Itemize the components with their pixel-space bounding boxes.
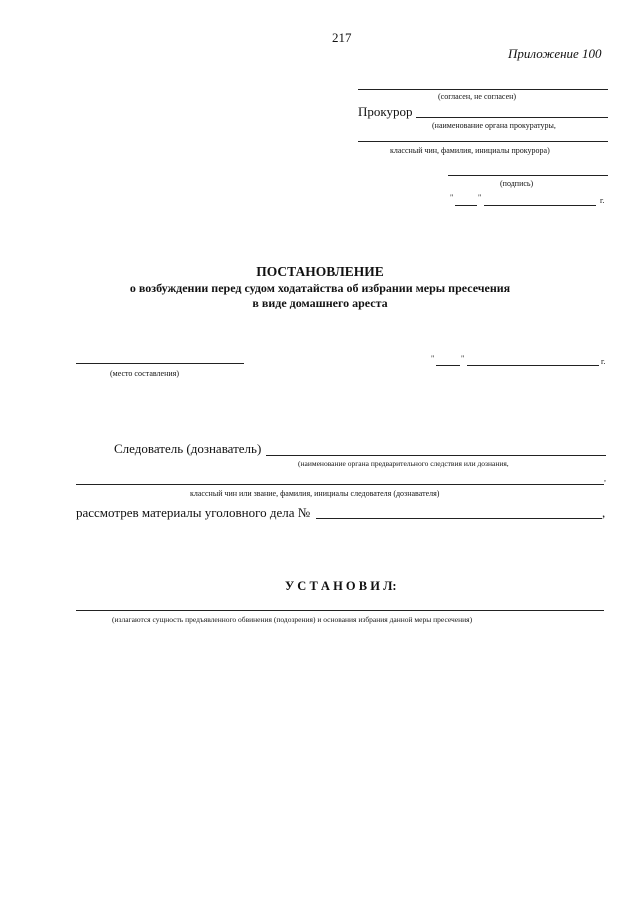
document-subtitle-line1: о возбуждении перед судом ходатайства об избрании меры пресечения	[129, 281, 511, 295]
approval-date-day-line	[455, 205, 477, 206]
investigator-label: Следователь (дознаватель)	[114, 441, 262, 456]
agree-line	[358, 89, 608, 90]
investigator-org-caption: (наименование органа предварительного следствия или дознания,	[298, 459, 509, 468]
place-line	[76, 363, 244, 364]
agree-caption: (согласен, не согласен)	[438, 92, 517, 101]
approval-date-quote-close: "	[478, 193, 482, 202]
prosecutor-org-caption: (наименование органа прокуратуры,	[432, 121, 556, 130]
date-quote-close: "	[461, 354, 465, 363]
established-caption: (излагаются сущность предъявленного обвинения (подозрения) и основания избрания данной меры пресечения)	[112, 615, 473, 624]
prosecutor-line	[416, 117, 608, 118]
page-number: 217	[332, 30, 352, 45]
prosecutor-label: Прокурор	[358, 104, 413, 119]
place-caption: (место составления)	[110, 369, 179, 378]
appendix-label: Приложение 100	[508, 46, 602, 61]
prosecutor-rank-line	[358, 141, 608, 142]
approval-date-quote-open: "	[450, 193, 454, 202]
date-quote-open: "	[431, 354, 435, 363]
date-year-suffix: г.	[601, 357, 606, 366]
established-heading: У С Т А Н О В И Л:	[285, 579, 397, 593]
signature-caption: (подпись)	[500, 179, 534, 188]
signature-line	[448, 175, 608, 176]
date-day-line	[436, 365, 460, 366]
document-title: ПОСТАНОВЛЕНИЕ	[256, 264, 384, 279]
approval-year-suffix: г.	[600, 196, 605, 205]
approval-date-month-line	[484, 205, 596, 206]
established-line	[76, 610, 604, 611]
prosecutor-rank-caption: классный чин, фамилия, инициалы прокурора)	[390, 146, 550, 155]
case-comma: ,	[602, 505, 606, 520]
case-label: рассмотрев материалы уголовного дела №	[76, 505, 311, 520]
investigator-comma: ,	[604, 474, 606, 483]
investigator-rank-line	[76, 484, 604, 485]
document-subtitle-line2: в виде домашнего ареста	[252, 296, 388, 310]
investigator-line	[266, 455, 606, 456]
case-number-line	[316, 518, 602, 519]
date-month-line	[467, 365, 599, 366]
investigator-rank-caption: классный чин или звание, фамилия, инициалы следователя (дознавателя)	[190, 489, 440, 498]
